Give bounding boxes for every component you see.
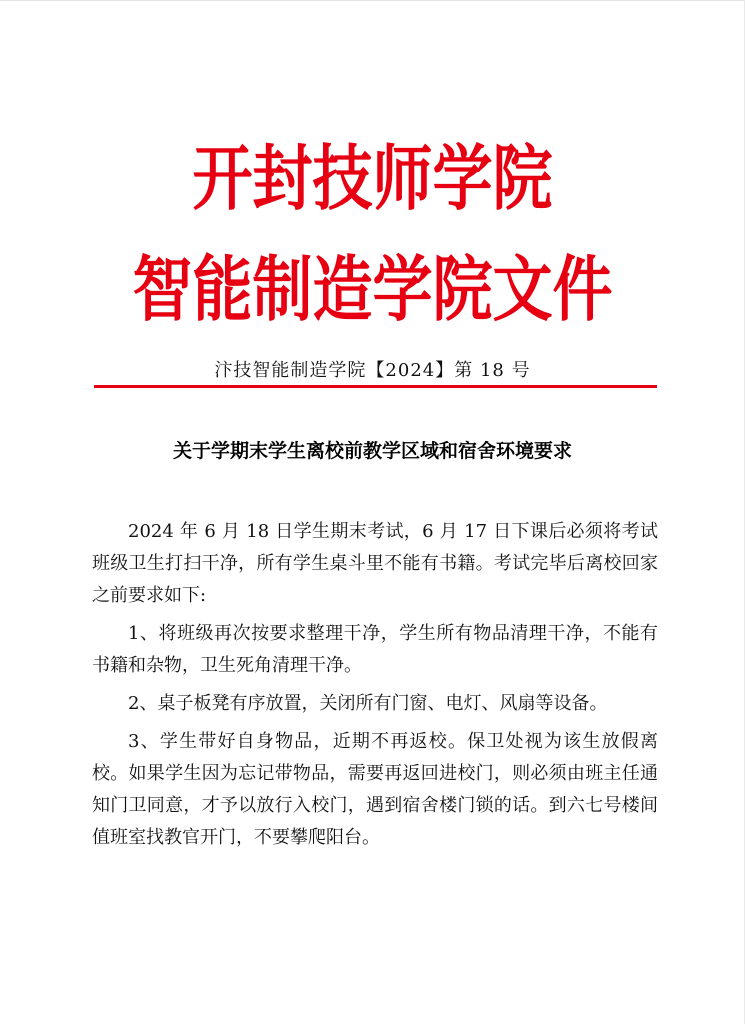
page-top-border xyxy=(0,0,745,1)
document-number: 汴技智能制造学院【2024】第 18 号 xyxy=(214,360,531,381)
body-paragraph-item-3: 3、学生带好自身物品，近期不再返校。保卫处视为该生放假离校。如果学生因为忘记带物品，需要再返回进校门，则必须由班主任通知门卫同意，才予以放行入校门，遇到宿舍楼门锁的话。到六七号楼间值班室找教官开门，不要攀爬阳台。 xyxy=(92,731,658,848)
body-paragraph-item-2: 2、桌子板凳有序放置，关闭所有门窗、电灯、风扇等设备。 xyxy=(128,693,608,714)
issuer-title-line-2: 智能制造学院文件 xyxy=(132,249,613,332)
body-paragraph-intro: 2024 年 6 月 18 日学生期末考试，6 月 17 日下课后必须将考试班级卫生打扫干净，所有学生桌斗里不能有书籍。考试完毕后离校回家之前要求如下: xyxy=(92,521,658,606)
issuer-title-line-1: 开封技师学院 xyxy=(192,138,553,221)
notice-title: 关于学期末学生离校前教学区域和宿舍环境要求 xyxy=(172,440,572,462)
notice-body xyxy=(92,516,658,854)
red-divider-line xyxy=(94,385,657,388)
body-paragraph-item-1: 1、将班级再次按要求整理干净，学生所有物品清理干净，不能有书籍和杂物，卫生死角清理干净。 xyxy=(92,623,658,676)
